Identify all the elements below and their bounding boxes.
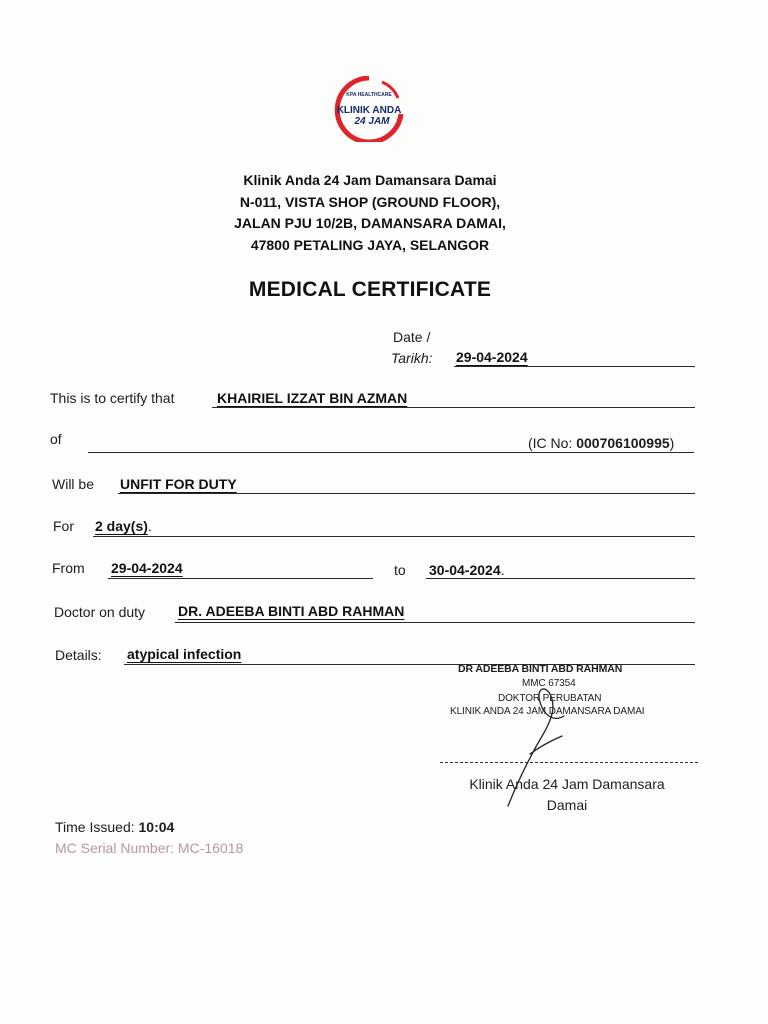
doctor-label: Doctor on duty [54,604,146,620]
from-date: 29-04-2024 [111,560,183,576]
patient-name-line [212,407,695,408]
of-label: of [50,431,62,447]
clinic-name: Klinik Anda 24 Jam Damansara Damai [243,172,497,188]
stamp-role: DOKTOR PERUBATAN [498,693,602,704]
certify-label: This is to certify that [50,390,175,406]
doctor-name-line [175,622,695,623]
to-date-value: 30-04-2024 [429,562,501,578]
clinic-address-line2: JALAN PJU 10/2B, DAMANSARA DAMAI, [234,215,506,231]
duration [95,518,152,534]
date-value: 29-04-2024 [456,349,528,365]
details-label: Details: [55,647,102,663]
clinic-address-line1: N-011, VISTA SHOP (GROUND FLOOR), [239,193,501,210]
to-date [429,562,505,578]
diagnosis: atypical infection [127,646,242,662]
fitness-status: UNFIT FOR DUTY [120,476,237,492]
ic-value: 000706100995 [576,435,670,451]
doctor-name: DR. ADEEBA BINTI ABD RAHMAN [178,603,405,619]
issuer-line1: Klinik Anda 24 Jam Damansara [469,776,665,792]
ic-line [528,452,694,453]
logo-small-text: KPA HEALTHCARE [346,92,392,98]
of-line [88,452,528,453]
stamp-clinic: KLINIK ANDA 24 JAM DAMANSARA DAMAI [450,706,645,717]
to-date-line [426,578,695,579]
will-be-label: Will be [52,476,95,492]
for-label: For [53,518,74,534]
time-issued-value: 10:04 [138,819,175,835]
tarikh-label: Tarikh: [391,350,433,366]
document-title: MEDICAL CERTIFICATE [248,278,492,301]
ic-prefix: (IC No: [528,435,577,451]
date-label: Date / [393,329,431,345]
logo-line2: 24 JAM [354,116,390,127]
time-issued [55,819,174,835]
clinic-logo [332,76,406,142]
clinic-logo-icon [332,76,406,142]
issuer [440,774,694,816]
duration-line [93,536,695,537]
from-label: From [52,560,85,576]
duration-value: 2 day(s) [95,518,148,534]
stamp-doctor-name [458,663,622,675]
from-date-line [108,578,373,579]
issuer-line2: Damai [546,797,588,813]
clinic-address-line3: 47800 PETALING JAYA, SELANGOR [250,236,490,253]
patient-name: KHAIRIEL IZZAT BIN AZMAN [217,390,408,406]
signature-line [440,762,698,763]
date-line [454,366,695,367]
to-date-suffix: . [500,562,505,578]
logo-line1: KLINIK ANDA [336,105,402,116]
time-issued-label: Time Issued: [55,819,139,835]
clinic-header [0,170,740,256]
stamp-mmc: MMC 67354 [522,678,576,689]
to-label: to [394,562,406,578]
ic-number [528,435,674,451]
fitness-status-line [118,493,695,494]
serial-number: MC Serial Number: MC-16018 [55,840,244,856]
stamp-name-text: DR ADEEBA BINTI ABD RAHMAN [458,663,623,675]
ic-suffix: ) [669,435,675,451]
duration-suffix: . [147,518,152,534]
